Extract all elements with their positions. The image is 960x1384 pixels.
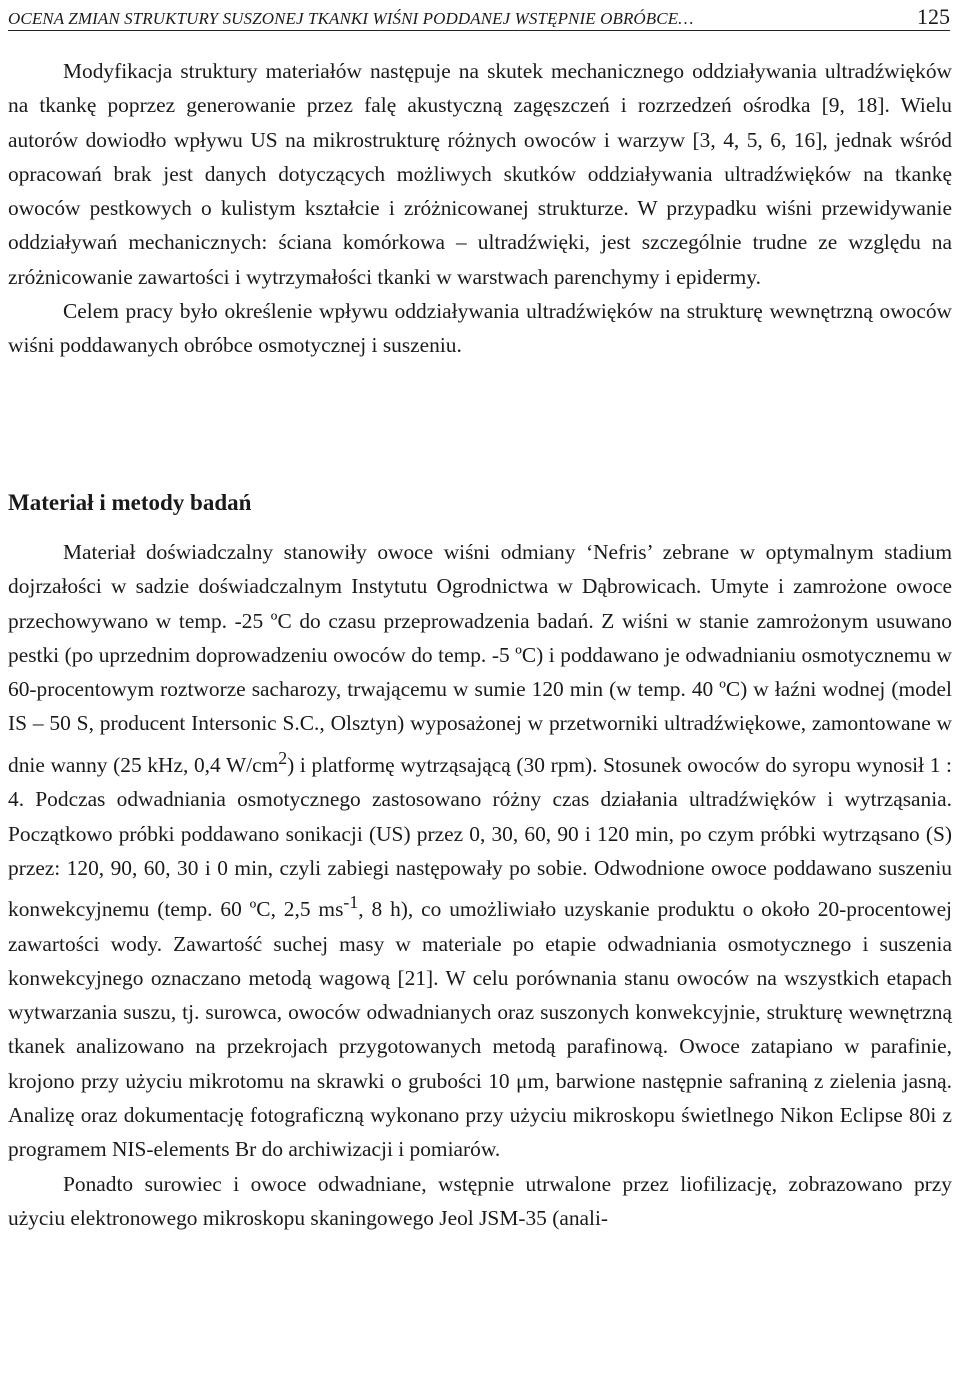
running-header: [8, 4, 950, 31]
methods-text-part-c: , 8 h), co umożliwiało uzyskanie produktu o około 20-procentowej zawartości wody. Zawartość suchej masy w materiale po etapie odwadniania osmotycznego i suszenia konwekcyjnego oznaczano metodą wagową [21]. W celu porównania stanu owoców na wszystkich etapach wytwarzania suszu, tj. surowca, owoców odwadnianych oraz suszonych konwekcyjnie, strukturę wewnętrzną tkanek analizowano na przekrojach przygotowanych metodą parafinową. Owoce zatapiano w parafinie, krojono przy użyciu mikrotomu na skrawki o grubości 10 μm, barwione następnie safraniną z zieleniа jasną. Analizę oraz dokumentację fotograficzną wykonano przy użyciu mikroskopu świetlnego Nikon Eclipse 80i z programem NIS-elements Br do archiwizacji i pomiarów.: [8, 897, 953, 1162]
methods-text-part-b: ) i platformę wytrząsającą (30 rpm). Stosunek owoców do syropu wynosił 1 : 4. Podczas odwadniania osmotycznego zastosowano różny czas działania ultradźwięków i wytrząsania. Początkowo próbki poddawano sonikacji (US) przez 0, 30, 60, 90 i 120 min, po czym próbki wytrząsano (S) przez: 120, 90, 60, 30 i 0 min, czyli zabiegi następowały po sobie. Odwodnione owoce poddawano suszeniu konwekcyjnemu (temp. 60 ºC, 2,5 ms: [8, 752, 952, 922]
intro-paragraph-2: Celem pracy było określenie wpływu oddziaływania ultradźwięków na strukturę wewnętrzną owoców wiśni poddawanych obróbce osmotycznej i suszeniu.: [8, 299, 952, 358]
section-heading: Materiał i metody badań: [8, 490, 252, 515]
intro-text: [8, 54, 952, 363]
methods-text-part-a: Materiał doświadczalny stanowiły owoce wiśni odmiany ‘Nefris’ zebrane w optymalnym stadium dojrzałości w sadzie doświadczalnym Instytutu Ogrodnictwa w Dąbrowicach. Umyte i zamrożone owoce przechowywano w temp. -25 ºC do czasu przeprowadzenia badań. Z wiśni w stanie zamrożonym usuwano pestki (po uprzednim doprowadzeniu owoców do temp. -5 ºC) i poddawano je odwadnianiu osmotycznemu w 60-procentowym roztworze sacharozy, trwającemu w sumie 120 min (w temp. 40 ºC) w łaźni wodnej (model IS – 50 S, producent Intersonic S.C., Olsztyn) wyposażonej w przetworniki ultradźwiękowe, zamontowane w dnie wanny (25 kHz, 0,4 W/cm: [8, 540, 952, 777]
intro-paragraph-1: Modyfikacja struktury materiałów następuje na skutek mechanicznego oddziaływania ultradźwięków na tkankę poprzez generowanie przez falę akustyczną zagęszczeń i rozrzedzeń ośrodka [9, 18]. Wielu autorów dowiodło wpływu US na mikrostrukturę różnych owoców i warzyw [3, 4, 5, 6, 16], jednak wśród opracowań brak jest danych dotyczących możliwych skutków oddziaływania ultradźwięków na tkankę owoców pestkowych o kulistym kształcie i zróżnicowanej strukturze. W przypadku wiśni przewidywanie oddziaływań mechanicznych: ściana komórkowa – ultradźwięki, jest szczególnie trudne ze względu na zróżnicowanie zawartości i wytrzymałości tkanki w warstwach parenchymy i epidermy.: [8, 59, 952, 289]
page-number: 125: [917, 4, 950, 29]
methods-paragraph-1: [8, 535, 952, 1167]
methods-paragraph-2: Ponadto surowiec i owoce odwadniane, wstępnie utrwalone przez liofilizację, zobrazowano przy użyciu elektronowego mikroskopu skaningowego Jeol JSM-35 (anali-: [8, 1171, 952, 1230]
running-title: OCENA ZMIAN STRUKTURY SUSZONEJ TKANKI WIŚNI PODDANEJ WSTĘPNIE OBRÓBCE…: [8, 9, 694, 28]
superscript-unit: 2: [278, 747, 288, 768]
methods-text: [8, 535, 952, 1235]
superscript-unit: -1: [343, 892, 359, 913]
